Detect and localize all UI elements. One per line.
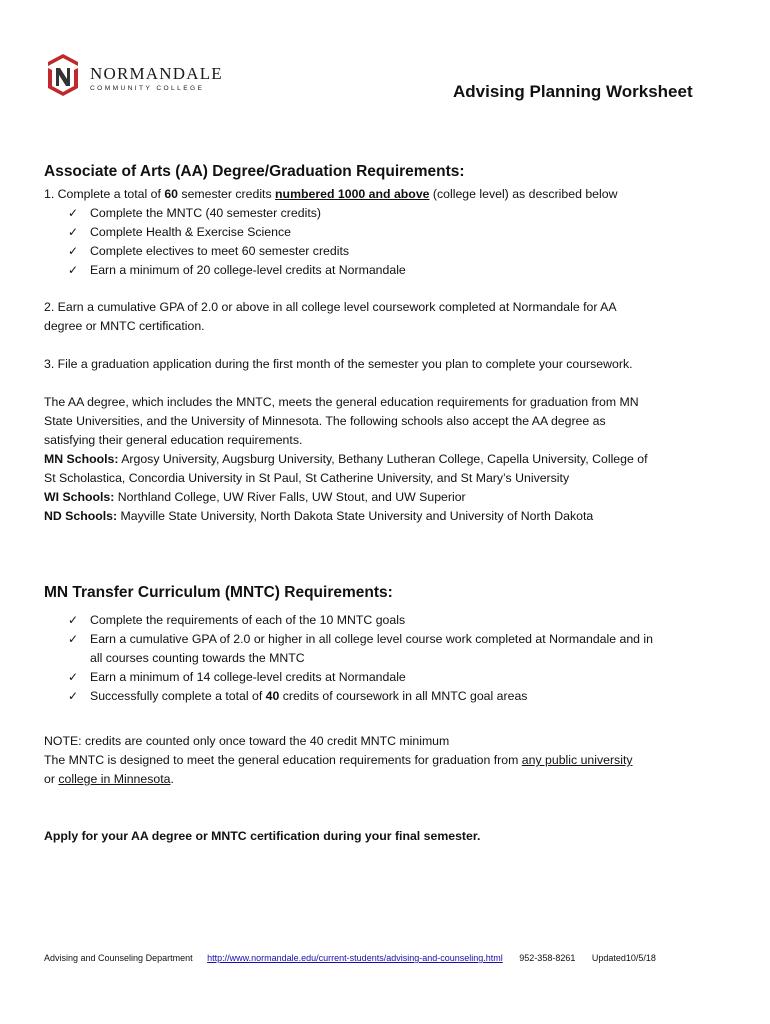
- wi-schools: WI Schools: Northland College, UW River Falls, UW Stout, and UW Superior: [44, 490, 466, 504]
- checkmark-icon: ✓: [68, 206, 79, 220]
- mntc-check-item: ✓ Earn a minimum of 14 college-level credits at Normandale: [68, 668, 406, 687]
- college-link: college in Minnesota: [58, 772, 171, 786]
- page-title: Advising Planning Worksheet: [453, 82, 693, 101]
- aa-item-3: 3. File a graduation application during the first month of the semester you plan to complete your coursework.: [44, 357, 633, 371]
- checkmark-icon: ✓: [68, 263, 79, 277]
- checkmark-icon: ✓: [68, 670, 79, 684]
- mntc-heading: MN Transfer Curriculum (MNTC) Requirements:: [44, 584, 393, 601]
- mntc-design-line1: The MNTC is designed to meet the general education requirements for graduation from any public university: [44, 753, 633, 767]
- logo-subtitle: COMMUNITY COLLEGE: [90, 85, 205, 92]
- aa-check-item: ✓ Complete electives to meet 60 semester credits: [68, 242, 349, 261]
- aa-item-1: 1. Complete a total of 60 semester credits numbered 1000 and above (college level) as described below: [44, 187, 618, 201]
- aa-check-item: ✓ Complete the MNTC (40 semester credits): [68, 204, 321, 223]
- footer: [44, 953, 656, 963]
- logo-name: NORMANDALE: [90, 64, 223, 83]
- aa-item-2-line1: 2. Earn a cumulative GPA of 2.0 or above in all college level coursework completed at Normandale for AA: [44, 300, 617, 314]
- checkmark-icon: ✓: [68, 225, 79, 239]
- public-university-link: any public university: [521, 753, 633, 767]
- checkmark-icon: ✓: [68, 689, 79, 703]
- apply-note: Apply for your AA degree or MNTC certification during your final semester.: [44, 829, 481, 843]
- aa-heading: Associate of Arts (AA) Degree/Graduation Requirements:: [44, 163, 465, 180]
- nd-schools: ND Schools: Mayville State University, North Dakota State University and University of North Dakota: [44, 509, 594, 523]
- footer-updated: Updated10/5/18: [591, 953, 656, 963]
- checkmark-icon: ✓: [68, 613, 79, 627]
- aa-paragraph-line: State Universities, and the University of Minnesota. The following schools also accept the AA degree as: [44, 414, 606, 428]
- college-logo: [44, 52, 223, 98]
- aa-check-item: ✓ Complete Health & Exercise Science: [68, 223, 291, 242]
- checkmark-icon: ✓: [68, 244, 79, 258]
- mntc-check-item: ✓ Earn a cumulative GPA of 2.0 or higher in all college level course work completed at Normandale and in: [68, 630, 653, 649]
- aa-paragraph-line: satisfying their general education requirements.: [44, 433, 303, 447]
- checkmark-icon: ✓: [68, 632, 79, 646]
- footer-phone: 952-358-8261: [519, 953, 576, 963]
- footer-department: Advising and Counseling Department: [44, 953, 193, 963]
- mntc-check-item: ✓ Complete the requirements of each of the 10 MNTC goals: [68, 611, 405, 630]
- mntc-check-item: ✓ Successfully complete a total of 40 credits of coursework in all MNTC goal areas: [68, 687, 527, 706]
- mntc-check-item-cont: all courses counting towards the MNTC: [90, 651, 305, 665]
- mn-schools-line2: St Scholastica, Concordia University in St Paul, St Catherine University, and St Mary’s University: [44, 471, 570, 485]
- normandale-shield-icon: [44, 52, 82, 98]
- footer-url-link[interactable]: http://www.normandale.edu/current-students/advising-and-counseling.html: [207, 953, 503, 963]
- aa-paragraph-line: The AA degree, which includes the MNTC, meets the general education requirements for graduation from MN: [44, 395, 639, 409]
- mn-schools-line1: MN Schools: Argosy University, Augsburg University, Bethany Lutheran College, Capella University, College of: [44, 452, 648, 466]
- mntc-design-line2: or college in Minnesota.: [44, 772, 174, 786]
- mntc-note: NOTE: credits are counted only once toward the 40 credit MNTC minimum: [44, 734, 450, 748]
- aa-check-item: ✓ Earn a minimum of 20 college-level credits at Normandale: [68, 261, 406, 280]
- aa-item-2-line2: degree or MNTC certification.: [44, 319, 205, 333]
